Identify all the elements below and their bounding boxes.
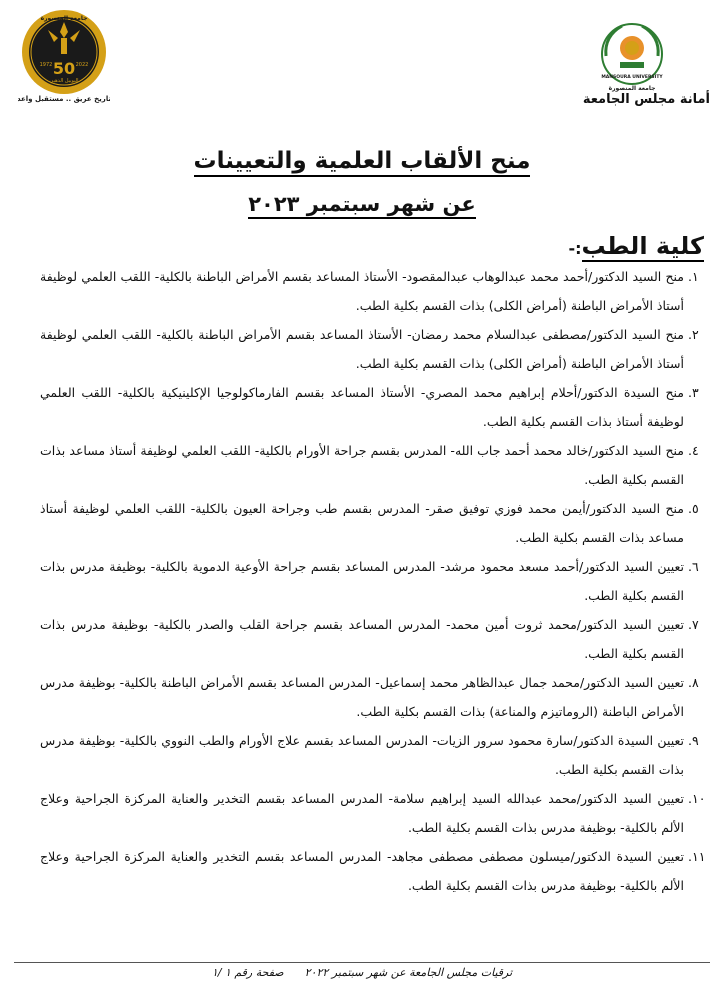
university-seal: [592, 16, 672, 94]
page-number: صفحة رقم ١ /١: [211, 966, 284, 979]
anniversary-slogan: تاريخ عريق .. مستقبل واعد: [18, 95, 110, 103]
item-number: ٧.: [688, 617, 699, 632]
anniversary-number: 50: [52, 59, 76, 78]
document-subtitle: عن شهر سبتمبر ٢٠٢٣: [0, 192, 724, 216]
list-item: [40, 784, 706, 842]
item-text: تعيين السيد الدكتور/محمد ثروت أمين محمد- المدرس المساعد بقسم جراحة القلب والصدر بالكلية- بوظيفة مدرس بذات القسم بكلية الطب.: [40, 617, 684, 661]
item-text: منح السيد الدكتور/أيمن محمد فوزي توفيق صقر- المدرس بقسم طب وجراحة العيون بالكلية- اللقب العلمي لوظيفة أستاذ مساعد بذات القسم بكلية الطب.: [40, 501, 684, 545]
faculty-heading: كلية الطب:-: [568, 232, 704, 260]
council-label: أمانة مجلس الجامعة: [582, 92, 710, 107]
item-number: ٤.: [688, 443, 699, 458]
item-text: تعيين السيدة الدكتور/سارة محمود سرور الزيات- المدرس المساعد بقسم علاج الأورام والطب النووي بالكلية- بوظيفة مدرس بذات القسم بكلية الطب.: [40, 733, 684, 777]
item-number: ٥.: [688, 501, 699, 516]
list-item: [40, 610, 699, 668]
item-number: ٣.: [688, 385, 699, 400]
list-item: [40, 436, 699, 494]
item-text: تعيين السيد الدكتور/محمد جمال عبدالظاهر محمد إسماعيل- المدرس المساعد بقسم الأمراض الباطنة بالكلية- بوظيفة مدرس الأمراض الباطنة (الروماتيزم والمناعة) بذات القسم بكلية الطب.: [40, 675, 684, 719]
svg-text:جامعة المنصورة: جامعة المنصورة: [608, 85, 656, 92]
item-text: منح السيد الدكتور/مصطفى عبدالسلام محمد رمضان- الأستاذ المساعد بقسم الأمراض الباطنة بالكلية- اللقب العلمي لوظيفة أستاذ الأمراض الباطنة (أمراض الكلى) بذات القسم بكلية الطب.: [40, 327, 684, 371]
item-number: ١.: [688, 269, 699, 284]
decisions-list: [40, 262, 706, 900]
item-number: ٨.: [688, 675, 699, 690]
svg-text:1972: 1972: [39, 62, 53, 68]
item-text: تعيين السيدة الدكتور/ميسلون مصطفى مصطفى مجاهد- المدرس المساعد بقسم التخدير والعناية المركزة الجراحية وعلاج الألم بالكلية- بوظيفة مدرس بذات القسم بكلية الطب.: [40, 849, 684, 893]
footer-divider: [14, 962, 710, 963]
item-number: ٦.: [688, 559, 699, 574]
item-text: منح السيد الدكتور/أحمد محمد عبدالوهاب عبدالمقصود- الأستاذ المساعد بقسم الأمراض الباطنة بالكلية- اللقب العلمي لوظيفة أستاذ الأمراض الباطنة (أمراض الكلى) بذات القسم بكلية الطب.: [40, 269, 684, 313]
item-number: ٩.: [688, 733, 699, 748]
anniversary-logo: [18, 8, 110, 104]
list-item: [40, 494, 699, 552]
svg-text:MANSOURA UNIVERSITY: MANSOURA UNIVERSITY: [601, 75, 663, 80]
svg-text:2022: 2022: [75, 62, 89, 68]
item-number: ١١.: [688, 849, 706, 864]
list-item: [40, 320, 699, 378]
item-text: منح السيد الدكتور/خالد محمد أحمد جاب الله- المدرس بقسم جراحة الأورام بالكلية- اللقب العلمي لوظيفة أستاذ مساعد بذات القسم بكلية الطب.: [40, 443, 684, 487]
svg-text:اليوبيل الذهبي: اليوبيل الذهبي: [49, 78, 79, 84]
list-item: [40, 378, 699, 436]
item-text: تعيين السيد الدكتور/محمد عبدالله السيد إبراهيم سلامة- المدرس المساعد بقسم التخدير والعناية المركزة الجراحية وعلاج الألم بالكلية- بوظيفة مدرس بذات القسم بكلية الطب.: [40, 791, 684, 835]
item-text: تعيين السيد الدكتور/أحمد مسعد محمود مرشد- المدرس المساعد بقسم جراحة الأوعية الدموية بالكلية- بوظيفة مدرس بذات القسم بكلية الطب.: [40, 559, 684, 603]
list-item: [40, 262, 699, 320]
list-item: [40, 726, 699, 784]
item-number: ١٠.: [688, 791, 706, 806]
svg-text:جامعة المنصورة: جامعة المنصورة: [40, 15, 88, 22]
item-number: ٢.: [688, 327, 699, 342]
list-item: [40, 668, 699, 726]
list-item: [40, 552, 699, 610]
item-text: منح السيدة الدكتور/أحلام إبراهيم محمد المصري- الأستاذ المساعد بقسم الفارماكولوجيا الإكلينيكية بالكلية- اللقب العلمي لوظيفة أستاذ بذات القسم بكلية الطب.: [40, 385, 684, 429]
document-title: منح الألقاب العلمية والتعيينات: [0, 148, 724, 174]
page-footer: [0, 966, 724, 979]
list-item: [40, 842, 706, 900]
footer-text: ترقيات مجلس الجامعة عن شهر سبتمبر ٢٠٢٢: [304, 966, 513, 979]
